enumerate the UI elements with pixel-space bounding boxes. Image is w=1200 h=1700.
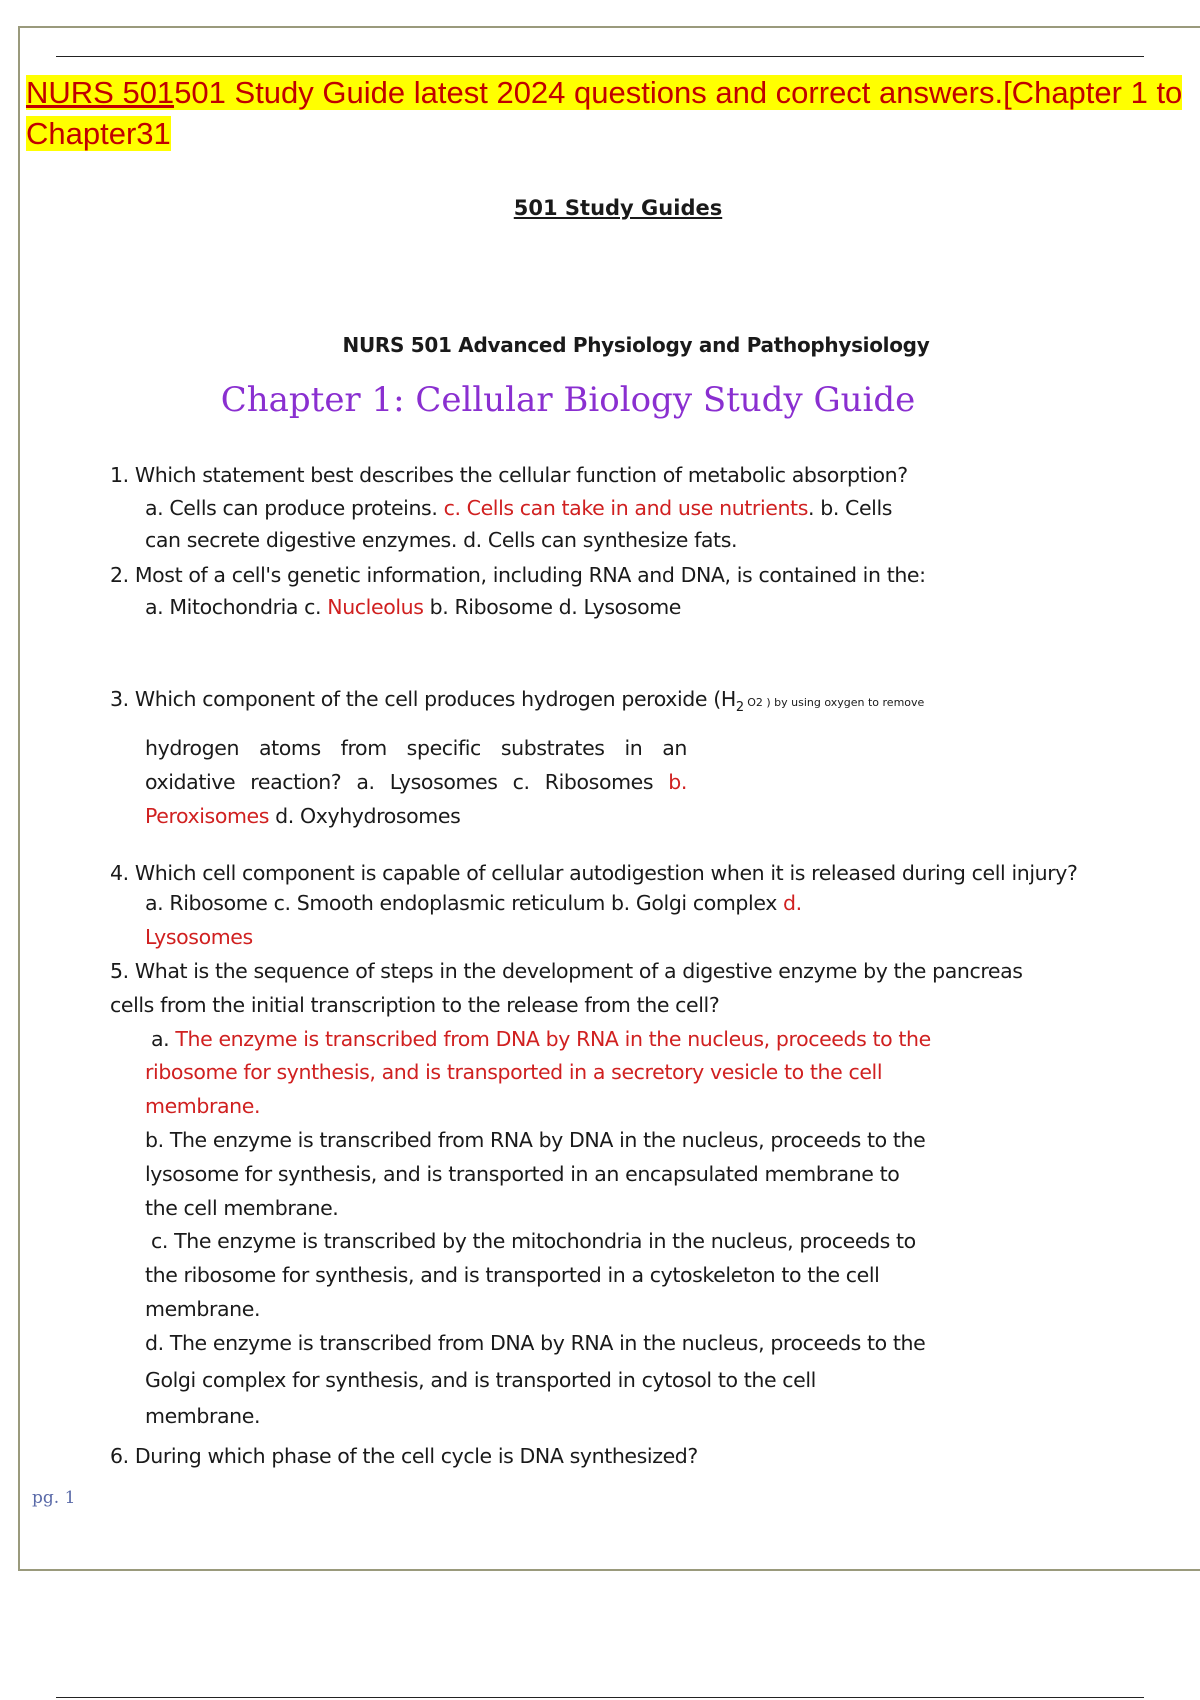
q4-options: a. Ribosome c. Smooth endoplasmic reticulum b. Golgi complex (145, 891, 784, 915)
question-2: 2. Most of a cell's genetic information, including RNA and DNA, is contained in the: (110, 563, 926, 587)
q5-option-c-line3: membrane. (145, 1297, 261, 1321)
q3-subscript: 2 (735, 700, 744, 716)
q5-option-b-line1: b. The enzyme is transcribed from RNA by DNA in the nucleus, proceeds to the (145, 1128, 926, 1152)
q3-options: oxidative reaction? a. Lysosomes c. Ribosomes (145, 770, 669, 794)
q1-answer: c. Cells can take in and use nutrients (443, 496, 808, 520)
q5-option-c-line1: c. The enzyme is transcribed by the mitochondria in the nucleus, proceeds to (151, 1229, 916, 1253)
question-4: 4. Which cell component is capable of cellular autodigestion when it is released during cell injury? (110, 861, 1078, 885)
q2-option-rest: b. Ribosome d. Lysosome (423, 595, 682, 619)
q5-answer-line2: ribosome for synthesis, and is transported in a secretory vesicle to the cell (145, 1060, 883, 1084)
question-3-options (145, 766, 687, 798)
question-5: 5. What is the sequence of steps in the development of a digestive enzyme by the pancreas (110, 959, 1023, 983)
question-3 (110, 683, 924, 724)
q3-text: 3. Which component of the cell produces hydrogen peroxide (H (110, 687, 736, 711)
q5-option-b-line2: lysosome for synthesis, and is transported in an encapsulated membrane to (145, 1162, 900, 1186)
q5-option-d-line3: membrane. (145, 1404, 261, 1428)
q5-answer-line1: The enzyme is transcribed from DNA by RNA in the nucleus, proceeds to the (175, 1027, 931, 1051)
question-4-options (145, 887, 935, 919)
question-1-options (145, 492, 935, 524)
page-number: pg. 1 (32, 1488, 76, 1508)
q5-option-a (151, 1023, 941, 1055)
q5-option-a-label: a. (151, 1027, 176, 1051)
course-title: NURS 501 Advanced Physiology and Pathophysiology (342, 333, 930, 357)
q4-answer: Lysosomes (145, 925, 253, 949)
q4-answer-label: d. (783, 891, 802, 915)
q1-option-b: . b. Cells (807, 496, 893, 520)
q5-option-b-line3: the cell membrane. (145, 1196, 339, 1220)
bottom-rule (56, 1697, 1144, 1698)
question-2-options (145, 591, 935, 623)
top-rule (56, 56, 1144, 57)
q3-answer-label: b. (668, 770, 687, 794)
q2-option-a: a. Mitochondria c. (145, 595, 328, 619)
banner-text: 501 Study Guide latest 2024 questions and correct answers.[Chapter 1 to Chapter31 (26, 75, 1183, 151)
study-guides-heading: 501 Study Guides (513, 196, 723, 220)
q5-option-c-line2: the ribosome for synthesis, and is transported in a cytoskeleton to the cell (145, 1263, 880, 1287)
q5-answer-line3: membrane. (145, 1094, 261, 1118)
q1-option-a: a. Cells can produce proteins. (145, 496, 444, 520)
question-6: 6. During which phase of the cell cycle is DNA synthesized? (110, 1444, 698, 1468)
q3-option-d: d. Oxyhydrosomes (269, 804, 461, 828)
banner-course-code: NURS 501 (26, 75, 175, 110)
q5-option-d-line1: d. The enzyme is transcribed from DNA by RNA in the nucleus, proceeds to the (145, 1331, 926, 1355)
document-banner-title (26, 72, 1196, 154)
question-3-options-cont (145, 800, 935, 832)
chapter-title: Chapter 1: Cellular Biology Study Guide (220, 380, 916, 420)
question-1: 1. Which statement best describes the cellular function of metabolic absorption? (110, 463, 908, 487)
q3-small-text: O2 ) by using oxygen to remove (743, 696, 925, 709)
q5-option-d-line2: Golgi complex for synthesis, and is transported in cytosol to the cell (145, 1368, 816, 1392)
question-1-options-cont: can secrete digestive enzymes. d. Cells can synthesize fats. (145, 528, 738, 552)
q3-answer: Peroxisomes (145, 804, 270, 828)
q2-answer: Nucleolus (327, 595, 424, 619)
question-5-cont: cells from the initial transcription to the release from the cell? (110, 993, 720, 1017)
question-3-line2: hydrogen atoms from specific substrates in an (145, 736, 687, 760)
